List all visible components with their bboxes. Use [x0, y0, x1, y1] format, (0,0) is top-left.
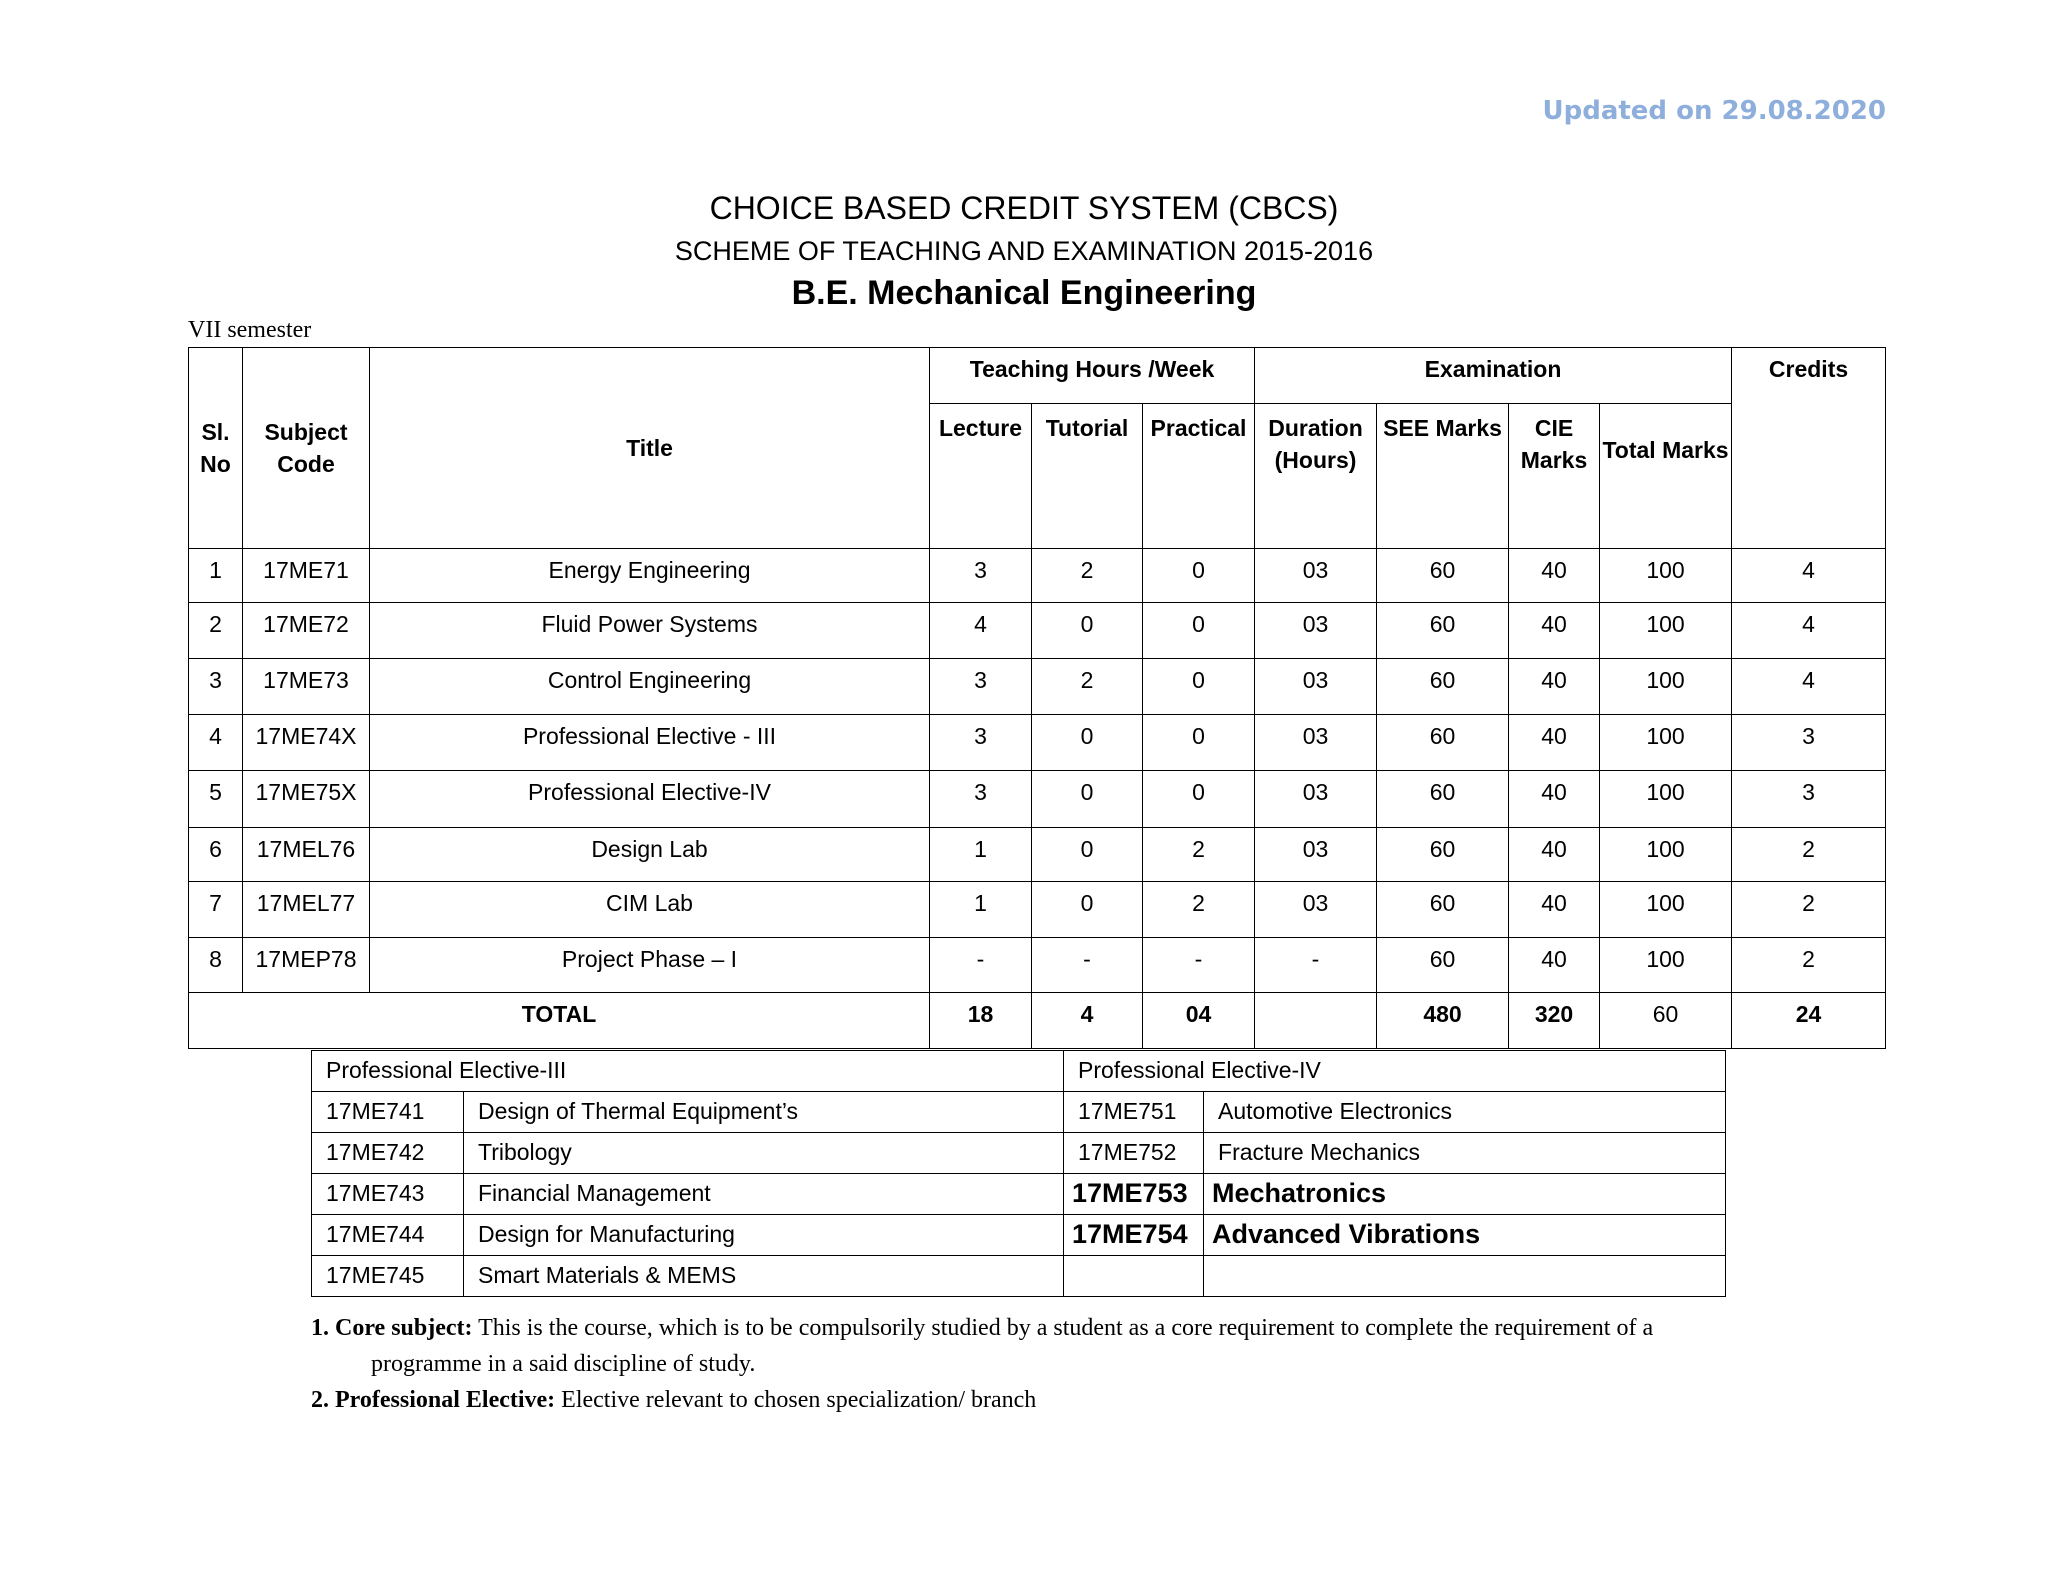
col-see-header: SEE Marks: [1377, 404, 1509, 549]
elective-row: [312, 1256, 1726, 1297]
cell-see: 60: [1377, 938, 1509, 993]
elective-iii-title: Tribology: [464, 1133, 1064, 1174]
notes: [311, 1310, 1811, 1418]
elective-iii-title: Smart Materials & MEMS: [464, 1256, 1064, 1297]
cell-practical: 2: [1143, 828, 1255, 882]
cell-tutorial: 0: [1032, 715, 1143, 771]
cell-duration: -: [1255, 938, 1377, 993]
cell-code: 17ME75X: [243, 771, 370, 828]
elective-iv-title: Automotive Electronics: [1204, 1092, 1726, 1133]
elective-iv-code: 17ME753: [1064, 1174, 1204, 1215]
table-row: [189, 828, 1886, 882]
cell-sl: 6: [189, 828, 243, 882]
cell-tutorial: 0: [1032, 771, 1143, 828]
cell-code: 17MEL77: [243, 882, 370, 938]
elective-row: [312, 1092, 1726, 1133]
elective-row: [312, 1133, 1726, 1174]
note-core-text: This is the course, which is to be compulsorily studied by a student as a core requirement to complete the requirement of a: [472, 1315, 1654, 1341]
elective-row: [312, 1174, 1726, 1215]
cell-duration: 03: [1255, 828, 1377, 882]
cell-lecture: 4: [930, 603, 1032, 659]
cell-duration: 03: [1255, 603, 1377, 659]
cell-total: 100: [1600, 882, 1732, 938]
elective-iv-title: Advanced Vibrations: [1204, 1215, 1726, 1256]
cell-duration: 03: [1255, 549, 1377, 603]
total-cie: 320: [1509, 993, 1600, 1049]
elective-iv-code: [1064, 1256, 1204, 1297]
cell-see: 60: [1377, 659, 1509, 715]
cell-lecture: 3: [930, 549, 1032, 603]
col-duration-header: Duration (Hours): [1255, 404, 1377, 549]
cell-credits: 4: [1732, 603, 1886, 659]
cell-practical: 0: [1143, 603, 1255, 659]
cell-cie: 40: [1509, 938, 1600, 993]
cell-lecture: 3: [930, 659, 1032, 715]
note-elective-label: 2. Professional Elective:: [311, 1387, 556, 1413]
note-core-text-continued: programme in a said discipline of study.: [371, 1351, 756, 1377]
elective-iii-title: Design of Thermal Equipment’s: [464, 1092, 1064, 1133]
cell-credits: 4: [1732, 659, 1886, 715]
col-credits-header: Credits: [1732, 348, 1886, 549]
elective-iii-code: 17ME742: [312, 1133, 464, 1174]
note-core-subject: [311, 1310, 1811, 1346]
cell-cie: 40: [1509, 828, 1600, 882]
table-row: [189, 938, 1886, 993]
elective-iii-title: Financial Management: [464, 1174, 1064, 1215]
table-row: [189, 771, 1886, 828]
cell-see: 60: [1377, 549, 1509, 603]
cell-cie: 40: [1509, 603, 1600, 659]
col-title-header: Title: [370, 348, 930, 549]
cell-lecture: -: [930, 938, 1032, 993]
cell-duration: 03: [1255, 882, 1377, 938]
cell-title: Control Engineering: [370, 659, 930, 715]
cell-title: Professional Elective - III: [370, 715, 930, 771]
note-elective-text: Elective relevant to chosen specialization/ branch: [555, 1387, 1037, 1413]
cell-total: 100: [1600, 938, 1732, 993]
cell-practical: -: [1143, 938, 1255, 993]
cell-see: 60: [1377, 715, 1509, 771]
cell-total: 100: [1600, 549, 1732, 603]
scheme-title: SCHEME OF TEACHING AND EXAMINATION 2015-2016: [674, 236, 1374, 266]
elective-iv-code: 17ME751: [1064, 1092, 1204, 1133]
cell-sl: 3: [189, 659, 243, 715]
cell-code: 17MEL76: [243, 828, 370, 882]
elective-iv-code: 17ME754: [1064, 1215, 1204, 1256]
cell-tutorial: 2: [1032, 659, 1143, 715]
cell-cie: 40: [1509, 882, 1600, 938]
cell-cie: 40: [1509, 715, 1600, 771]
cell-tutorial: 0: [1032, 603, 1143, 659]
total-duration: [1255, 993, 1377, 1049]
cell-practical: 0: [1143, 549, 1255, 603]
elective-iii-code: 17ME745: [312, 1256, 464, 1297]
cell-cie: 40: [1509, 549, 1600, 603]
elective-row: [312, 1215, 1726, 1256]
elective-iv-title: [1204, 1256, 1726, 1297]
col-practical-header: Practical: [1143, 404, 1255, 549]
elective-iii-code: 17ME741: [312, 1092, 464, 1133]
cell-duration: 03: [1255, 715, 1377, 771]
cell-practical: 0: [1143, 659, 1255, 715]
cell-title: Fluid Power Systems: [370, 603, 930, 659]
col-code-header: Subject Code: [243, 348, 370, 549]
cell-title: Energy Engineering: [370, 549, 930, 603]
cell-practical: 0: [1143, 715, 1255, 771]
note-core-label: 1. Core subject:: [311, 1315, 473, 1341]
elective-iii-code: 17ME743: [312, 1174, 464, 1215]
cell-cie: 40: [1509, 659, 1600, 715]
cell-sl: 7: [189, 882, 243, 938]
cell-title: Project Phase – I: [370, 938, 930, 993]
cell-credits: 4: [1732, 549, 1886, 603]
cell-lecture: 3: [930, 771, 1032, 828]
cell-sl: 8: [189, 938, 243, 993]
teaching-hours-header: Teaching Hours /Week: [930, 348, 1255, 404]
cell-tutorial: -: [1032, 938, 1143, 993]
cell-tutorial: 0: [1032, 828, 1143, 882]
table-row: [189, 659, 1886, 715]
cell-credits: 3: [1732, 715, 1886, 771]
cell-see: 60: [1377, 603, 1509, 659]
system-title: CHOICE BASED CREDIT SYSTEM (CBCS): [709, 190, 1339, 226]
table-row: [189, 603, 1886, 659]
total-lecture: 18: [930, 993, 1032, 1049]
cell-see: 60: [1377, 828, 1509, 882]
elective-iv-title: Fracture Mechanics: [1204, 1133, 1726, 1174]
electives-table: [311, 1050, 1726, 1297]
cell-tutorial: 2: [1032, 549, 1143, 603]
table-row: [189, 549, 1886, 603]
cell-see: 60: [1377, 771, 1509, 828]
cell-lecture: 1: [930, 828, 1032, 882]
elective-iv-heading: Professional Elective-IV: [1064, 1051, 1726, 1092]
semester-label: VII semester: [188, 317, 312, 343]
cell-title: CIM Lab: [370, 882, 930, 938]
cell-code: 17ME73: [243, 659, 370, 715]
cell-total: 100: [1600, 715, 1732, 771]
cell-sl: 4: [189, 715, 243, 771]
cell-total: 100: [1600, 603, 1732, 659]
total-practical: 04: [1143, 993, 1255, 1049]
examination-header: Examination: [1255, 348, 1732, 404]
scheme-table: [188, 347, 1886, 1049]
cell-lecture: 1: [930, 882, 1032, 938]
cell-cie: 40: [1509, 771, 1600, 828]
cell-duration: 03: [1255, 771, 1377, 828]
cell-code: 17MEP78: [243, 938, 370, 993]
cell-lecture: 3: [930, 715, 1032, 771]
cell-total: 100: [1600, 828, 1732, 882]
total-credits: 24: [1732, 993, 1886, 1049]
cell-practical: 2: [1143, 882, 1255, 938]
elective-iv-title: Mechatronics: [1204, 1174, 1726, 1215]
elective-iii-code: 17ME744: [312, 1215, 464, 1256]
cell-code: 17ME71: [243, 549, 370, 603]
cell-practical: 0: [1143, 771, 1255, 828]
table-row: [189, 882, 1886, 938]
total-marks: 60: [1600, 993, 1732, 1049]
col-tutorial-header: Tutorial: [1032, 404, 1143, 549]
col-total-marks-header: Total Marks: [1600, 404, 1732, 549]
cell-total: 100: [1600, 771, 1732, 828]
cell-title: Professional Elective-IV: [370, 771, 930, 828]
note-professional-elective: [311, 1382, 1811, 1418]
col-sl-header: Sl. No: [189, 348, 243, 549]
total-label: TOTAL: [189, 993, 930, 1049]
total-see: 480: [1377, 993, 1509, 1049]
elective-iii-title: Design for Manufacturing: [464, 1215, 1064, 1256]
cell-code: 17ME72: [243, 603, 370, 659]
cell-total: 100: [1600, 659, 1732, 715]
cell-see: 60: [1377, 882, 1509, 938]
col-cie-header: CIE Marks: [1509, 404, 1600, 549]
cell-credits: 2: [1732, 882, 1886, 938]
total-tutorial: 4: [1032, 993, 1143, 1049]
updated-date: Updated on 29.08.2020: [1542, 96, 1886, 126]
program-title: B.E. Mechanical Engineering: [791, 274, 1257, 312]
cell-sl: 2: [189, 603, 243, 659]
cell-tutorial: 0: [1032, 882, 1143, 938]
cell-credits: 3: [1732, 771, 1886, 828]
elective-iii-heading: Professional Elective-III: [312, 1051, 1064, 1092]
cell-sl: 5: [189, 771, 243, 828]
cell-sl: 1: [189, 549, 243, 603]
cell-credits: 2: [1732, 938, 1886, 993]
col-lecture-header: Lecture: [930, 404, 1032, 549]
elective-iv-code: 17ME752: [1064, 1133, 1204, 1174]
table-row: [189, 715, 1886, 771]
cell-title: Design Lab: [370, 828, 930, 882]
cell-credits: 2: [1732, 828, 1886, 882]
cell-duration: 03: [1255, 659, 1377, 715]
cell-code: 17ME74X: [243, 715, 370, 771]
